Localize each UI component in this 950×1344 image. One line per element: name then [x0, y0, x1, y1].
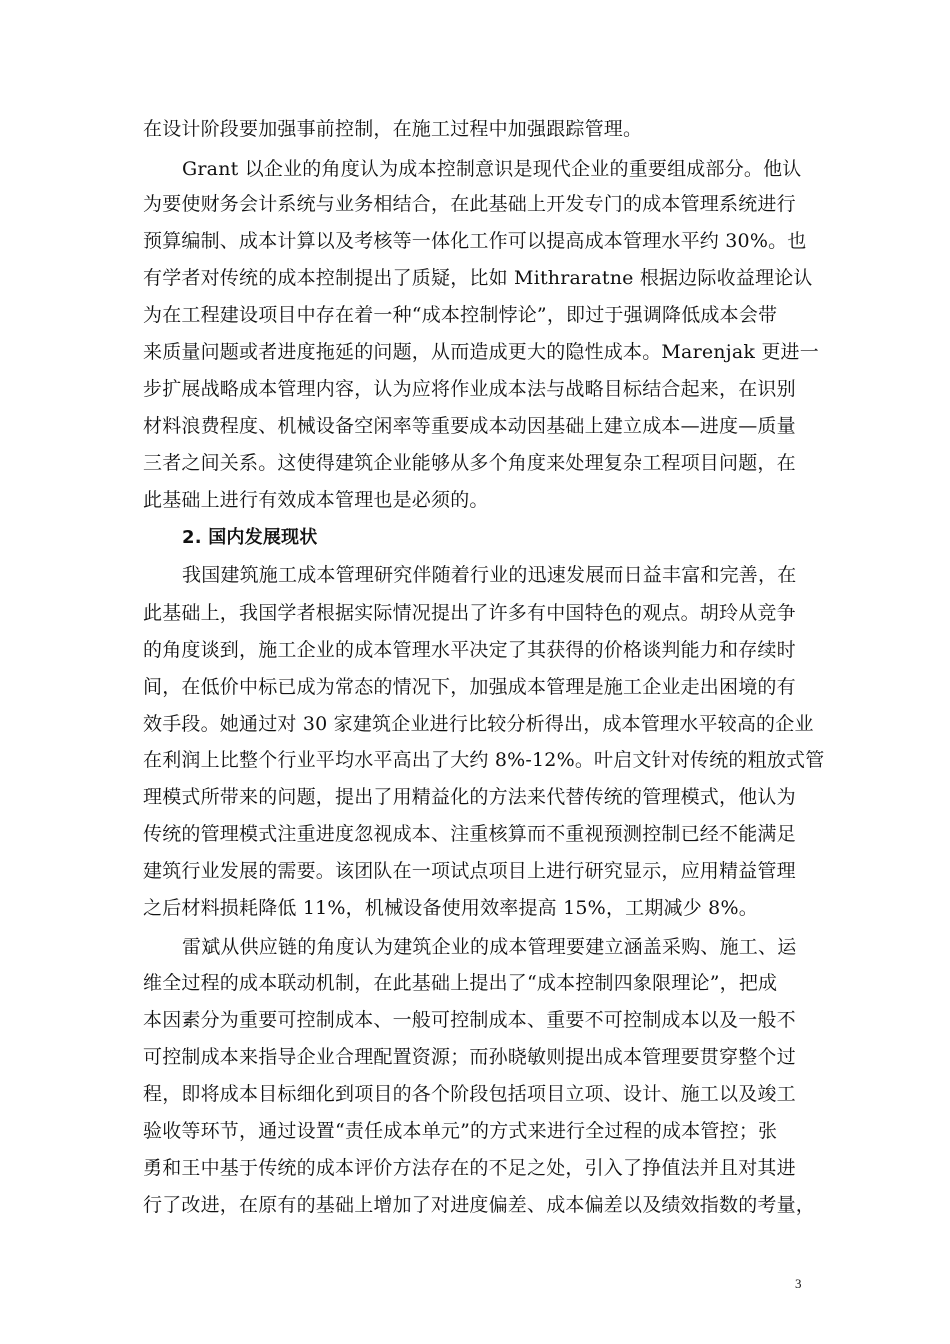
section-heading: 2. 国内发展现状: [182, 527, 318, 548]
page-number: 3: [795, 1276, 802, 1291]
text-line: 维全过程的成本联动机制，在此基础上提出了“成本控制四象限理论”，把成: [143, 972, 778, 994]
text-line: 传统的管理模式注重进度忽视成本、注重核算而不重视预测控制已经不能满足: [143, 823, 796, 845]
text-line: 此基础上进行有效成本管理也是必须的。: [143, 489, 489, 511]
text-line: 在设计阶段要加强事前控制，在施工过程中加强跟踪管理。: [143, 118, 643, 140]
text-line: 可控制成本来指导企业合理配置资源；而孙晓敏则提出成本管理要贯穿整个过: [143, 1046, 796, 1068]
text-line: 程，即将成本目标细化到项目的各个阶段包括项目立项、设计、施工以及竣工: [143, 1083, 796, 1105]
text-line: 之后材料损耗降低 11%，机械设备使用效率提高 15%，工期减少 8%。: [143, 897, 758, 919]
text-line: 此基础上，我国学者根据实际情况提出了许多有中国特色的观点。胡玲从竞争: [143, 602, 796, 624]
paragraph-first-line: Grant 以企业的角度认为成本控制意识是现代企业的重要组成部分。他认: [182, 158, 802, 180]
text-line: 验收等环节，通过设置“责任成本单元”的方式来进行全过程的成本管控；张: [143, 1120, 778, 1142]
text-line: 的角度谈到，施工企业的成本管理水平决定了其获得的价格谈判能力和存续时: [143, 639, 796, 661]
text-line: 为在工程建设项目中存在着一种“成本控制悖论”，即过于强调降低成本会带: [143, 304, 778, 326]
text-line: 三者之间关系。这使得建筑企业能够从多个角度来处理复杂工程项目问题，在: [143, 452, 796, 474]
paragraph-first-line: 雷斌从供应链的角度认为建筑企业的成本管理要建立涵盖采购、施工、运: [182, 936, 797, 958]
text-line: 勇和王中基于传统的成本评价方法存在的不足之处，引入了挣值法并且对其进: [143, 1157, 796, 1179]
text-line: 间，在低价中标已成为常态的情况下，加强成本管理是施工企业走出困境的有: [143, 676, 796, 698]
text-line: 材料浪费程度、机械设备空闲率等重要成本动因基础上建立成本—进度—质量: [143, 415, 796, 437]
text-line: 本因素分为重要可控制成本、一般可控制成本、重要不可控制成本以及一般不: [143, 1009, 796, 1031]
text-line: 在利润上比整个行业平均水平高出了大约 8%-12%。叶启文针对传统的粗放式管: [143, 749, 825, 771]
text-line: 建筑行业发展的需要。该团队在一项试点项目上进行研究显示，应用精益管理: [143, 860, 796, 882]
text-line: 预算编制、成本计算以及考核等一体化工作可以提高成本管理水平约 30%。也: [143, 230, 807, 252]
text-line: 来质量问题或者进度拖延的问题，从而造成更大的隐性成本。Marenjak 更进一: [143, 341, 819, 363]
text-line: 效手段。她通过对 30 家建筑企业进行比较分析得出，成本管理水平较高的企业: [143, 713, 814, 735]
text-line: 行了改进，在原有的基础上增加了对进度偏差、成本偏差以及绩效指数的考量，: [143, 1194, 816, 1216]
text-line: 为要使财务会计系统与业务相结合，在此基础上开发专门的成本管理系统进行: [143, 193, 796, 215]
text-line: 理模式所带来的问题，提出了用精益化的方法来代替传统的管理模式，他认为: [143, 786, 796, 808]
text-line: 有学者对传统的成本控制提出了质疑，比如 Mithraratne 根据边际收益理论认: [143, 267, 813, 289]
paragraph-first-line: 我国建筑施工成本管理研究伴随着行业的迅速发展而日益丰富和完善，在: [182, 564, 797, 586]
text-line: 步扩展战略成本管理内容，认为应将作业成本法与战略目标结合起来，在识别: [143, 378, 796, 400]
